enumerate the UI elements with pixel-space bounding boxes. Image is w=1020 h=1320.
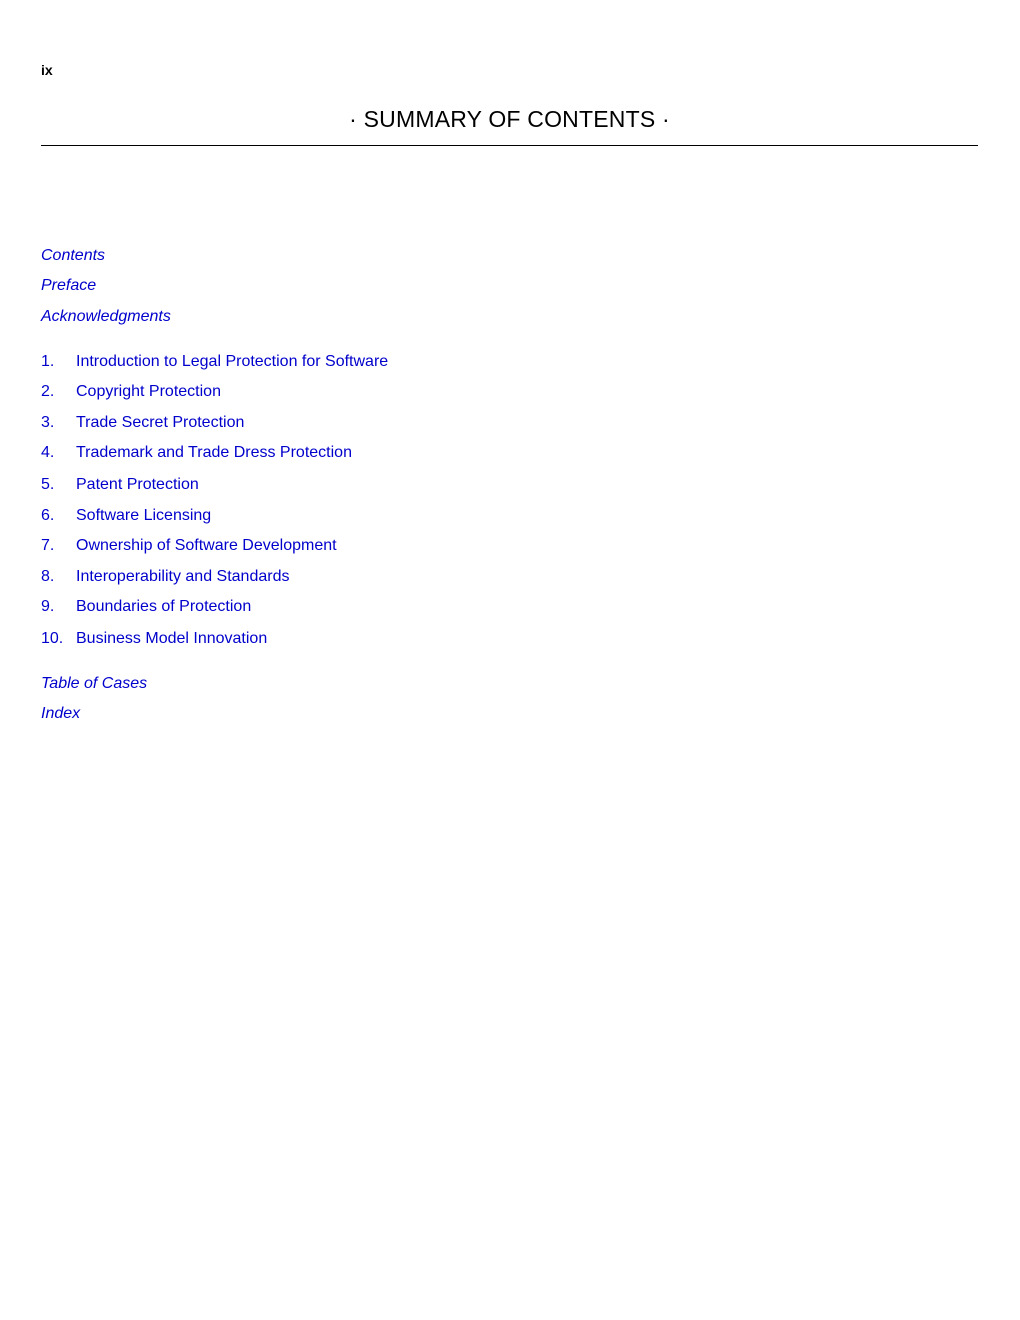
chapter-title: Introduction to Legal Protection for Software [76,353,389,370]
chapter-number: 3. [41,414,55,431]
toc-chapter-10[interactable] [41,629,267,649]
toc-link-table-of-cases[interactable]: Table of Cases [41,675,148,692]
toc-link-preface[interactable]: Preface [41,277,97,294]
chapter-number: 5. [41,476,55,493]
toc-chapter-7[interactable] [41,536,337,556]
chapter-title: Trade Secret Protection [76,414,245,431]
chapter-number: 2. [41,383,55,400]
chapter-number: 1. [41,353,55,370]
chapter-number: 9. [41,598,55,615]
toc-chapter-3[interactable] [41,413,244,433]
toc-link-index[interactable]: Index [41,705,81,722]
chapter-number: 10. [41,630,64,647]
page-title: · SUMMARY OF CONTENTS · [349,106,670,132]
toc-chapter-9[interactable] [41,597,251,617]
chapter-number: 4. [41,444,55,461]
chapter-title: Trademark and Trade Dress Protection [76,444,352,461]
chapter-number: 8. [41,568,55,585]
chapter-title: Boundaries of Protection [76,598,252,615]
toc-chapter-4[interactable] [41,443,352,463]
chapter-title: Copyright Protection [76,383,221,400]
chapter-number: 6. [41,507,55,524]
title-divider [41,145,978,146]
toc-link-contents[interactable]: Contents [41,247,106,264]
chapter-title: Patent Protection [76,476,199,493]
chapter-title: Ownership of Software Development [76,537,337,554]
toc-chapter-2[interactable] [41,382,221,402]
toc-link-acknowledgments[interactable]: Acknowledgments [41,308,171,325]
page-number: ix [41,62,53,78]
chapter-title: Interoperability and Standards [76,568,290,585]
chapter-title: Business Model Innovation [76,630,268,647]
chapter-number: 7. [41,537,55,554]
toc-chapter-8[interactable] [41,567,289,587]
chapter-title: Software Licensing [76,507,212,524]
toc-chapter-5[interactable] [41,475,199,495]
toc-chapter-1[interactable] [41,352,388,372]
toc-chapter-6[interactable] [41,506,211,526]
